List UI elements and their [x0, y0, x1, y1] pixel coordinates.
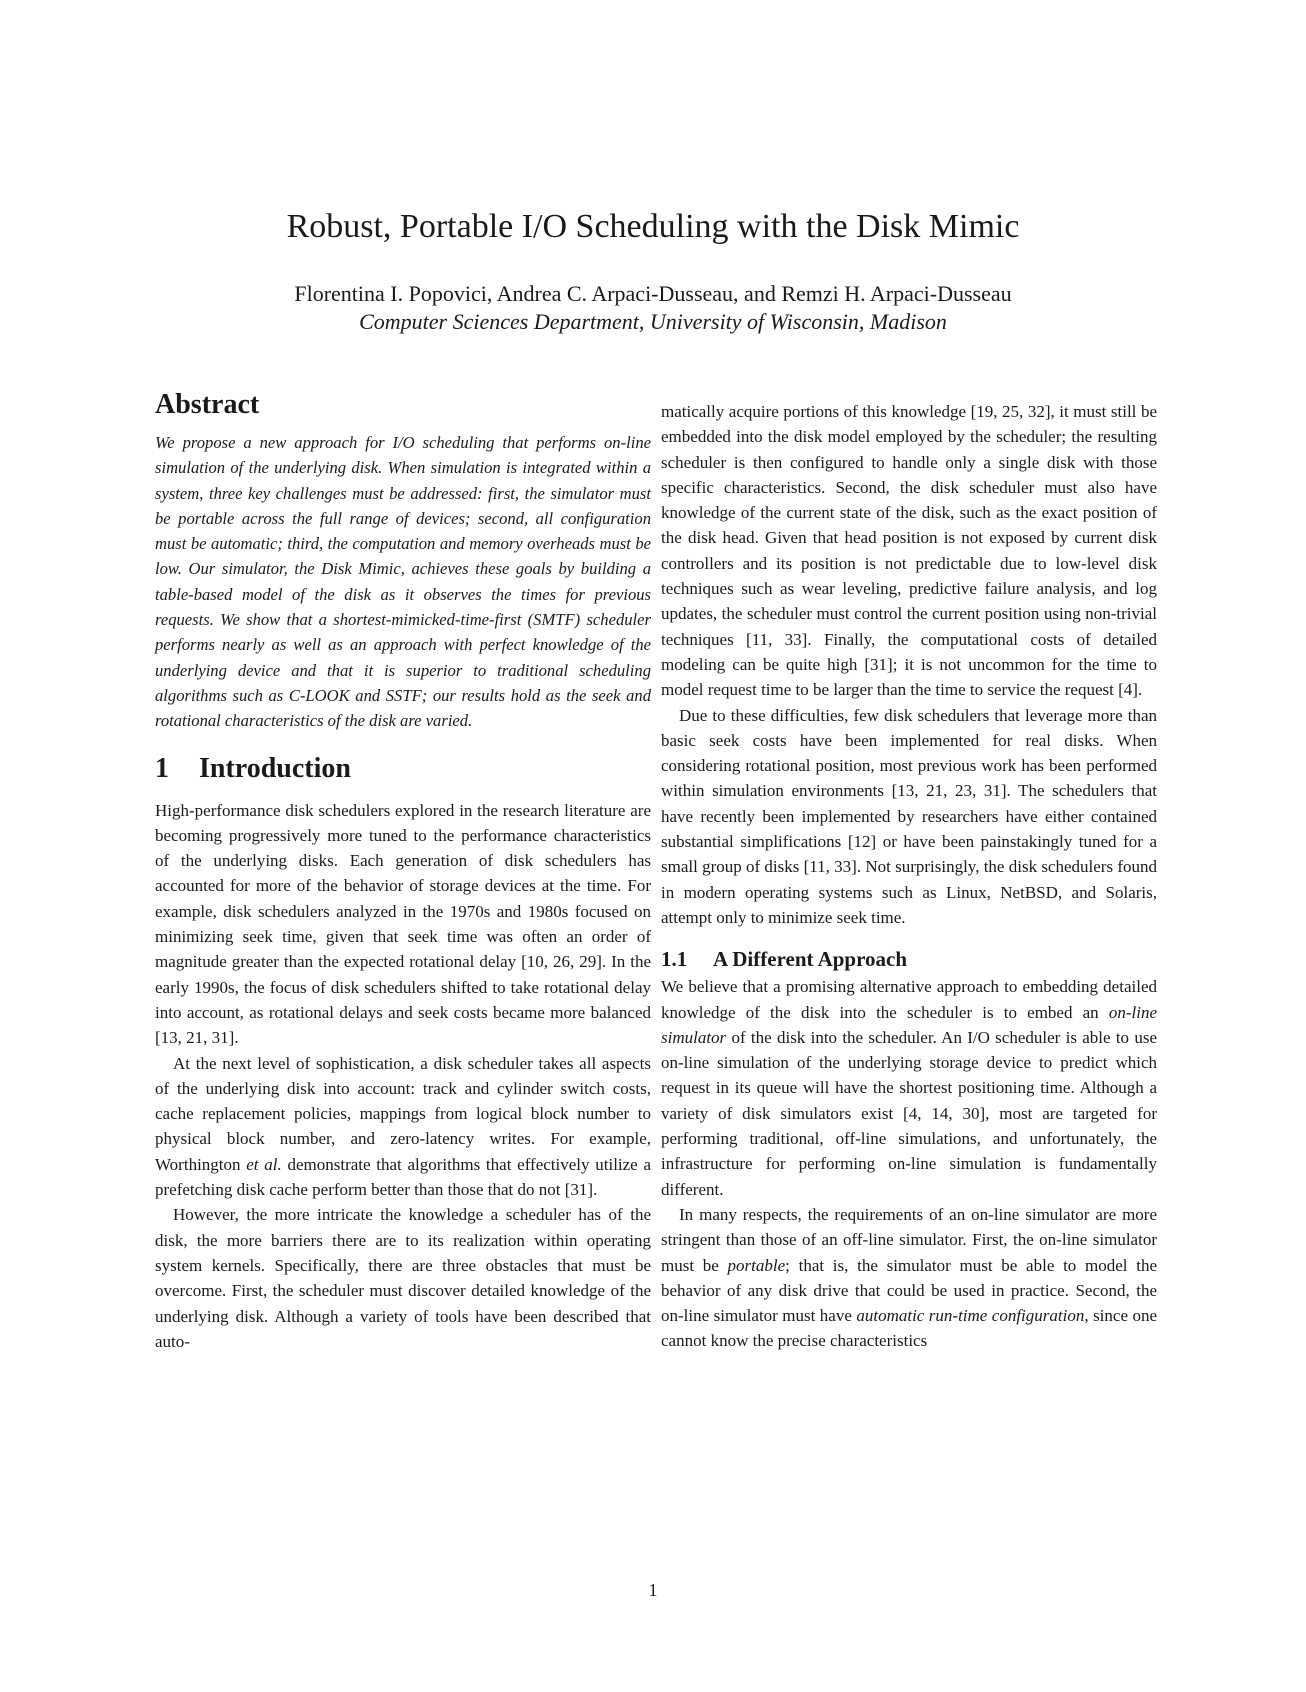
text-run: demonstrate that algorithms that effectively utilize a prefetching disk cache perform better than those that do not [31].: [155, 1154, 652, 1200]
emphasis-portable: portable: [727, 1255, 786, 1275]
text-run: ; that is, the simulator must be able to model the behavior of any disk drive that could be used in practice. Second, the on-line simulator must have: [661, 1255, 1157, 1326]
page-number: 1: [648, 1580, 658, 1600]
intro-paragraph-4: Due to these difficulties, few disk schedulers that leverage more than basic seek costs have been implemented for real disks. When considering rotational position, most previous work has been performed within simulation environments [13, 21, 23, 31]. The schedulers that have recently been implemented by researchers have either contained substantial simplifications [12] or have been painstakingly tuned for a small group of disks [11, 33]. Not surprisingly, the disk schedulers found in modern operating systems such as Linux, NetBSD, and Solaris, attempt only to minimize seek time.: [661, 705, 1157, 927]
text-run: of the disk into the scheduler. An I/O scheduler is able to use on-line simulation of the underlying storage device to predict which request in its queue will have the shortest positioning time. Although a variety of disk simulators exist [4, 14, 30], most are targeted for performing traditional, off-line simulations, and unfortunately, the infrastructure for performing on-line simulation is fundamentally different.: [661, 1027, 1157, 1199]
left-column: [155, 388, 651, 1354]
text-run: In many respects, the requirements of an on-line simulator are more stringent than those of an off-line simulator. First, the on-line simulator must be: [661, 1204, 1157, 1275]
subsection-heading: [661, 946, 1157, 972]
section-number: 1: [155, 752, 169, 784]
subsection-paragraph-2: [661, 1202, 1157, 1354]
abstract-heading: Abstract: [155, 389, 260, 420]
text-run: We believe that a promising alternative approach to embedding detailed knowledge of the disk into the scheduler is to embed an: [661, 977, 1157, 1022]
intro-paragraph-3-continued: matically acquire portions of this knowledge [19, 25, 32], it must still be embedded into the disk model employed by the scheduler; the resulting scheduler is then configured to handle only a single disk with those specific characteristics. Second, the disk scheduler must also have knowledge of the current state of the disk, such as the exact position of the disk head. Given that head position is not exposed by current disk controllers and its position is not predictable due to low-level disk techniques such as wear leveling, predictive failure analysis, and log updates, the scheduler must control the current position using non-trivial techniques [11, 33]. Finally, the computational costs of detailed modeling can be quite high [31]; it is not uncommon for the time to model request time to be larger than the time to service the request [4].: [661, 402, 1157, 700]
author-list: Florentina I. Popovici, Andrea C. Arpaci-Dusseau, and Remzi H. Arpaci-Dusseau: [294, 281, 1012, 306]
introduction-heading: [155, 752, 651, 786]
emphasis-on-line-simulator: on-line simulator: [661, 1002, 1157, 1047]
text-run: At the next level of sophistication, a disk scheduler takes all aspects of the underlying disk into account: track and cylinder switch costs, cache replacement policies, mappings from logical block number to physical block number, and zero-latency writes. For example, Worthington: [155, 1053, 651, 1174]
subsection-title: A Different Approach: [713, 947, 908, 972]
paper-title: Robust, Portable I/O Scheduling with the Disk Mimic: [286, 208, 1020, 245]
affiliation: Computer Sciences Department, University of Wisconsin, Madison: [359, 309, 947, 334]
subsection-number: 1.1: [661, 947, 688, 972]
intro-paragraph-3: However, the more intricate the knowledge a scheduler has of the disk, the more barriers there are to its realization within operating system kernels. Specifically, there are three obstacles that must be overcome. First, the scheduler must discover detailed knowledge of the underlying disk. Although a variety of tools have been described that auto-: [155, 1205, 651, 1351]
abstract-body: We propose a new approach for I/O scheduling that performs on-line simulation of the underlying disk. When simulation is integrated within a system, three key challenges must be addressed: first, the simulator must be portable across the full range of devices; second, all configuration must be automatic; third, the computation and memory overheads must be low. Our simulator, the Disk Mimic, achieves these goals by building a table-based model of the disk as it observes the times for previous requests. We show that a shortest-mimicked-time-first (SMTF) scheduler performs nearly as well as an approach with perfect knowledge of the underlying device and that it is superior to traditional scheduling algorithms such as C-LOOK and SSTF; our results hold as the seek and rotational characteristics of the disk are varied.: [155, 433, 651, 731]
text-run: , since one cannot know the precise characteristics: [661, 1306, 1157, 1351]
intro-paragraph-2: [155, 1051, 651, 1203]
subsection-paragraph-1: [661, 974, 1157, 1202]
right-column: [661, 399, 1157, 1354]
emphasis-et-al: et al.: [246, 1154, 282, 1174]
emphasis-automatic-config: automatic run-time configuration: [856, 1306, 1085, 1326]
intro-paragraph-1: High-performance disk schedulers explored in the research literature are becoming progressively more tuned to the performance characteristics of the underlying disks. Each generation of disk schedulers has accounted for more of the behavior of storage devices at the time. For example, disk schedulers analyzed in the 1970s and 1980s focused on minimizing seek time, given that seek time was often an order of magnitude greater than the expected rotational delay [10, 26, 29]. In the early 1990s, the focus of disk schedulers shifted to take rotational delay into account, as rotational delays and seek costs became more balanced [13, 21, 31].: [155, 800, 651, 1048]
section-title: Introduction: [199, 752, 351, 784]
